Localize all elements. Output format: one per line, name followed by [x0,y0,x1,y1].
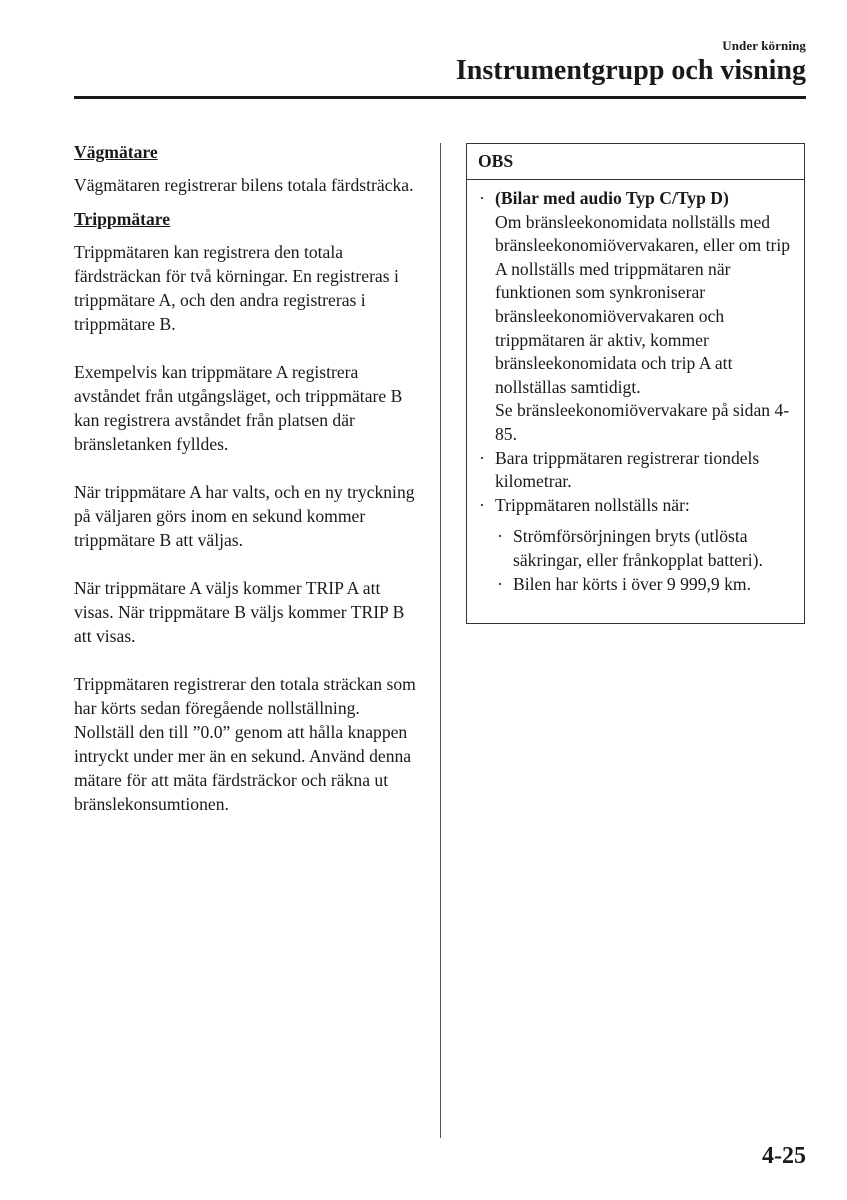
bullet-icon: · [479,494,485,515]
note-item [479,494,798,518]
paragraph: När trippmätare A väljs kommer TRIP A att visas. När trippmätare B väljs kommer TRIP B att visas. [74,578,405,646]
note-item [479,447,798,494]
trip-meter-heading: Trippmätare [74,209,171,229]
paragraph: Trippmätaren kan registrera den totala färdsträckan för två körningar. En registreras i trippmätare A, och den andra registreras i trippmätare B. [74,242,399,334]
note-box-body [467,180,804,596]
paragraph: Trippmätaren registrerar den totala sträckan som har körts sedan föregående nollställning. Nollställ den till ”0.0” genom att hålla knappen intryckt under mer än en sekund. Använd denna mätare för att mäta färdsträckor och räkna ut bränslekonsumtionen. [74,674,416,814]
paragraph: Exempelvis kan trippmätare A registrera avståndet från utgångsläget, och trippmätare B kan registrera avståndet från platsen där bränsletanken fylldes. [74,362,403,454]
note-subitem [497,525,798,572]
note-item-text: Bara trippmätaren registrerar tiondels kilometrar. [495,447,760,492]
bullet-icon: · [479,188,485,208]
note-item-qualifier: (Bilar med audio Typ C/Typ D) [495,188,729,208]
note-box [466,143,805,624]
note-subitem-text: Strömförsörjningen bryts (utlösta säkringar, eller frånkopplat batteri). [513,526,763,570]
left-column [74,140,419,816]
bullet-icon: · [497,573,503,594]
odometer-paragraph: Vägmätaren registrerar bilens totala färdsträcka. [74,175,414,195]
paragraph: När trippmätare A har valts, och en ny tryckning på väljaren görs inom en sekund kommer trippmätare B att väljas. [74,482,415,550]
note-item-reference: Se bränsleekonomiövervakare på sidan 4-85. [495,400,790,444]
section-label: Under körning [722,38,806,53]
note-item-text: Om bränsleekonomidata nollställs med bränsleekonomiövervakaren, eller om trip A nollställs med trippmätaren när funktionen som synkroniserar bränsleekonomiövervakaren och trippmätaren är aktiv, kommer bränsleekonomidata och trip A att nollställas samtidigt. [495,211,791,397]
note-subitem [497,573,798,597]
bullet-icon: · [479,447,485,468]
page-title: Instrumentgrupp och visning [455,55,806,86]
note-box-title: OBS [467,144,804,180]
column-divider [440,143,441,1138]
note-item [479,187,798,447]
header-rule [74,96,806,99]
note-item-text: Trippmätaren nollställs när: [495,494,690,515]
note-subitem-text: Bilen har körts i över 9 999,9 km. [513,573,751,594]
odometer-heading: Vägmätare [74,142,158,162]
page-number: 4-25 [762,1143,806,1169]
bullet-icon: · [497,526,503,547]
